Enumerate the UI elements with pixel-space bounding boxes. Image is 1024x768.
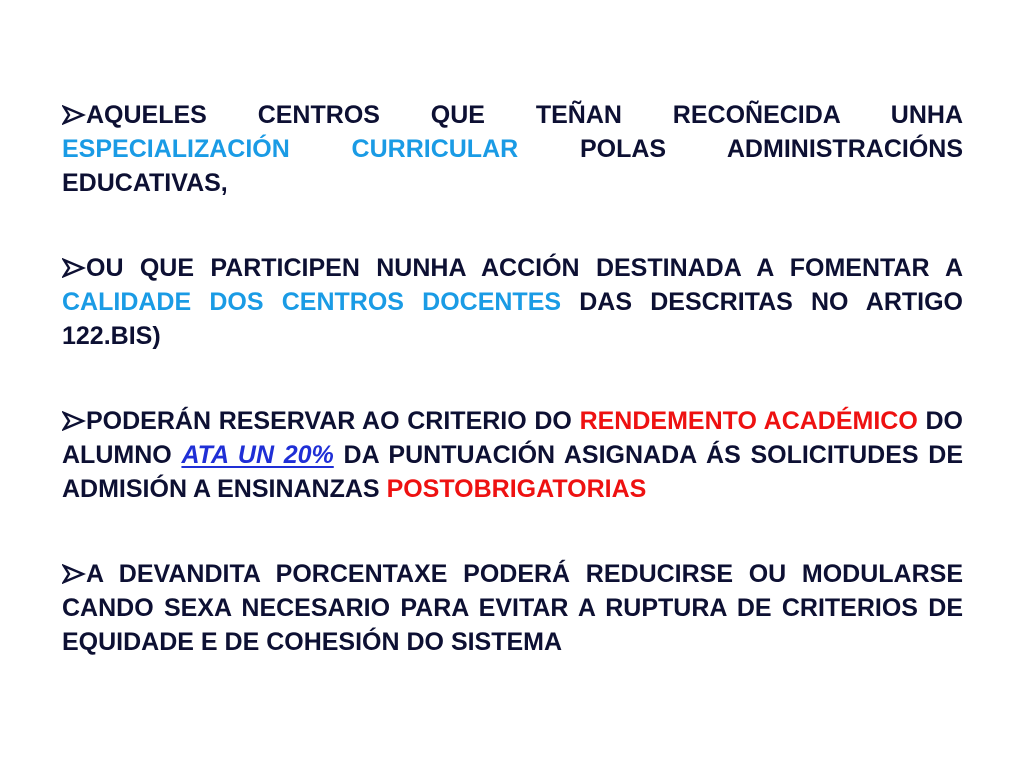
bullet-item — [62, 251, 963, 353]
bullet-item — [62, 98, 963, 200]
bullet-item — [62, 404, 963, 506]
bullet-text: DO ALUMNO — [62, 407, 963, 469]
bullet-item — [62, 557, 963, 659]
highlight-text: POSTOBRIGATORIAS — [386, 475, 647, 503]
bullet-text: DA PUNTUACIÓN ASIGNADA ÁS SOLICITUDES DE ADMISIÓN A ENSINANZAS — [62, 441, 963, 503]
highlight-text: RENDEMENTO ACADÉMICO — [579, 407, 918, 435]
arrow-bullet-icon — [62, 105, 86, 125]
highlight-text: CALIDADE DOS CENTROS DOCENTES — [62, 288, 562, 316]
bullet-text: OU QUE PARTICIPEN NUNHA ACCIÓN DESTINADA A FOMENTAR A — [86, 254, 963, 282]
arrow-bullet-icon — [62, 411, 86, 431]
arrow-bullet-icon — [62, 564, 86, 584]
bullet-text: AQUELES CENTROS QUE TEÑAN RECOÑECIDA UNHA — [86, 101, 963, 129]
bullet-text: DAS DESCRITAS NO ARTIGO 122.BIS) — [62, 288, 963, 350]
bullet-text: A DEVANDITA PORCENTAXE PODERÁ REDUCIRSE OU MODULARSE CANDO SEXA NECESARIO PARA EVITAR A RUPTURA DE CRITERIOS DE EQUIDADE E DE COHESIÓN DO SISTEMA — [62, 560, 963, 656]
hyperlink[interactable]: ATA UN 20% — [181, 441, 334, 469]
bullet-list — [62, 98, 963, 659]
bullet-text: POLAS ADMINISTRACIÓNS EDUCATIVAS, — [62, 135, 963, 197]
bullet-text: PODERÁN RESERVAR AO CRITERIO DO — [86, 407, 580, 435]
highlight-text: ESPECIALIZACIÓN CURRICULAR — [62, 135, 519, 163]
arrow-bullet-icon — [62, 258, 86, 278]
